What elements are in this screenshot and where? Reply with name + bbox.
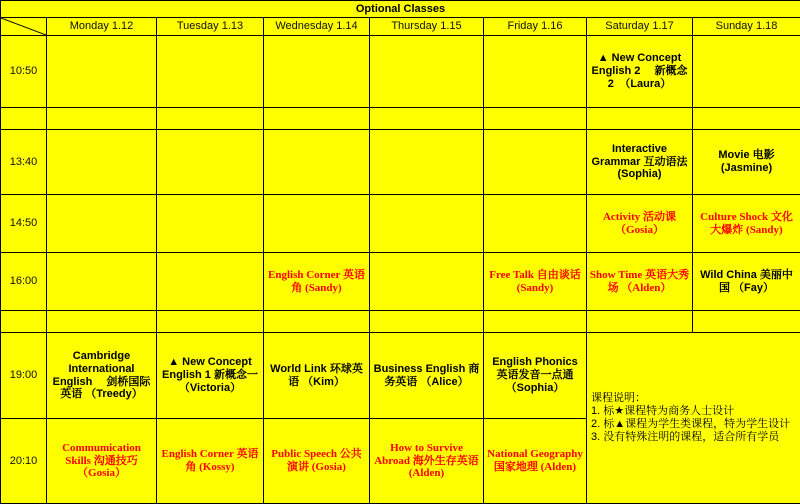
class-english-corner: English Corner 英语角 (Kossy) [159,448,261,474]
time-row-1050 [1,36,800,108]
empty-cell [370,253,484,311]
class-cell [693,130,800,195]
empty-cell [47,253,157,311]
day-header-thursday: Thursday 1.15 [370,18,484,36]
time-label: 20:10 [1,419,47,504]
day-header-tuesday: Tuesday 1.13 [157,18,264,36]
notes-line: 3. 没有特殊注明的课程，适合所有学员 [591,431,796,444]
class-english-phonics: English Phonics 英语发音一点通 （Sophia） [486,356,584,395]
corner-cell [1,18,47,36]
class-world-link: World Link 环球英语 （Kim） [266,363,367,389]
class-english-corner: English Corner 英语角 (Sandy) [266,269,367,295]
class-free-talk: Free Talk 自由谈话 (Sandy) [486,269,584,295]
class-cell [484,333,587,419]
class-culture-shock: Culture Shock 文化大爆炸 (Sandy) [695,211,798,237]
title-row [1,1,800,18]
course-notes [587,333,800,504]
class-cell [370,333,484,419]
diagonal-line-icon [1,18,46,35]
day-header-wednesday: Wednesday 1.14 [264,18,370,36]
day-header-saturday: Saturday 1.17 [587,18,693,36]
day-header-sunday: Sunday 1.18 [693,18,800,36]
notes-line: 1. 标★课程特为商务人士设计 [591,405,796,418]
time-row-1600 [1,253,800,311]
class-wild-china: Wild China 美丽中国 （Fay） [695,269,798,295]
class-activity: Activity 活动课 （Gosia） [589,211,690,237]
time-row-1900 [1,333,800,419]
page-title: Optional Classes [1,1,800,18]
time-label: 10:50 [1,36,47,108]
day-header-friday: Friday 1.16 [484,18,587,36]
empty-cell [157,253,264,311]
class-movie: Movie 电影 (Jasmine) [695,149,798,175]
empty-cell [264,130,370,195]
class-national-geography: National Geography 国家地理 (Alden) [486,448,584,474]
empty-cell [484,130,587,195]
class-business-english: Business English 商务英语 （Alice） [372,363,481,389]
empty-cell [47,36,157,108]
class-interactive-grammar: Interactive Grammar 互动语法 (Sophia) [589,143,690,182]
empty-cell [47,130,157,195]
empty-cell [264,36,370,108]
time-row-1340 [1,130,800,195]
empty-cell [693,36,800,108]
class-cell [587,195,693,253]
class-cell [693,195,800,253]
time-label: 13:40 [1,130,47,195]
day-header-monday: Monday 1.12 [47,18,157,36]
class-new-concept-1: ▲ New Concept English 1 新概念一 （Victoria） [159,356,261,395]
empty-cell [370,130,484,195]
time-row-1450 [1,195,800,253]
class-cell [587,36,693,108]
spacer-row [1,108,800,130]
class-show-time: Show Time 英语大秀场 （Alden） [589,269,690,295]
notes-line: 2. 标▲课程为学生类课程，特为学生设计 [591,418,796,431]
class-new-concept-2: ▲ New Concept English 2 新概念2 （Laura） [589,52,690,91]
class-cell [370,419,484,504]
class-cell [157,419,264,504]
time-label: 19:00 [1,333,47,419]
empty-cell [370,195,484,253]
notes-heading: 课程说明： [591,392,796,405]
class-cell [587,253,693,311]
day-header-row [1,18,800,36]
class-communication-skills: Commumication Skills 沟通技巧 （Gosia） [49,442,154,481]
class-cell [484,253,587,311]
empty-cell [157,130,264,195]
empty-cell [157,36,264,108]
empty-cell [370,36,484,108]
class-cell [484,419,587,504]
time-label: 14:50 [1,195,47,253]
empty-cell [484,36,587,108]
class-cambridge-english: Cambridge International English 剑桥国际英语 （Treedy） [49,350,154,402]
spacer-row [1,311,800,333]
class-cell [264,253,370,311]
class-cell [264,333,370,419]
empty-cell [47,195,157,253]
empty-cell [264,195,370,253]
class-cell [47,333,157,419]
time-label: 16:00 [1,253,47,311]
class-survive-abroad: How to Survive Abroad 海外生存英语 (Alden) [372,442,481,481]
class-cell [264,419,370,504]
class-cell [157,333,264,419]
empty-cell [157,195,264,253]
class-public-speech: Public Speech 公共演讲 (Gosia) [266,448,367,474]
class-cell [693,253,800,311]
class-cell [587,130,693,195]
empty-cell [484,195,587,253]
class-cell [47,419,157,504]
